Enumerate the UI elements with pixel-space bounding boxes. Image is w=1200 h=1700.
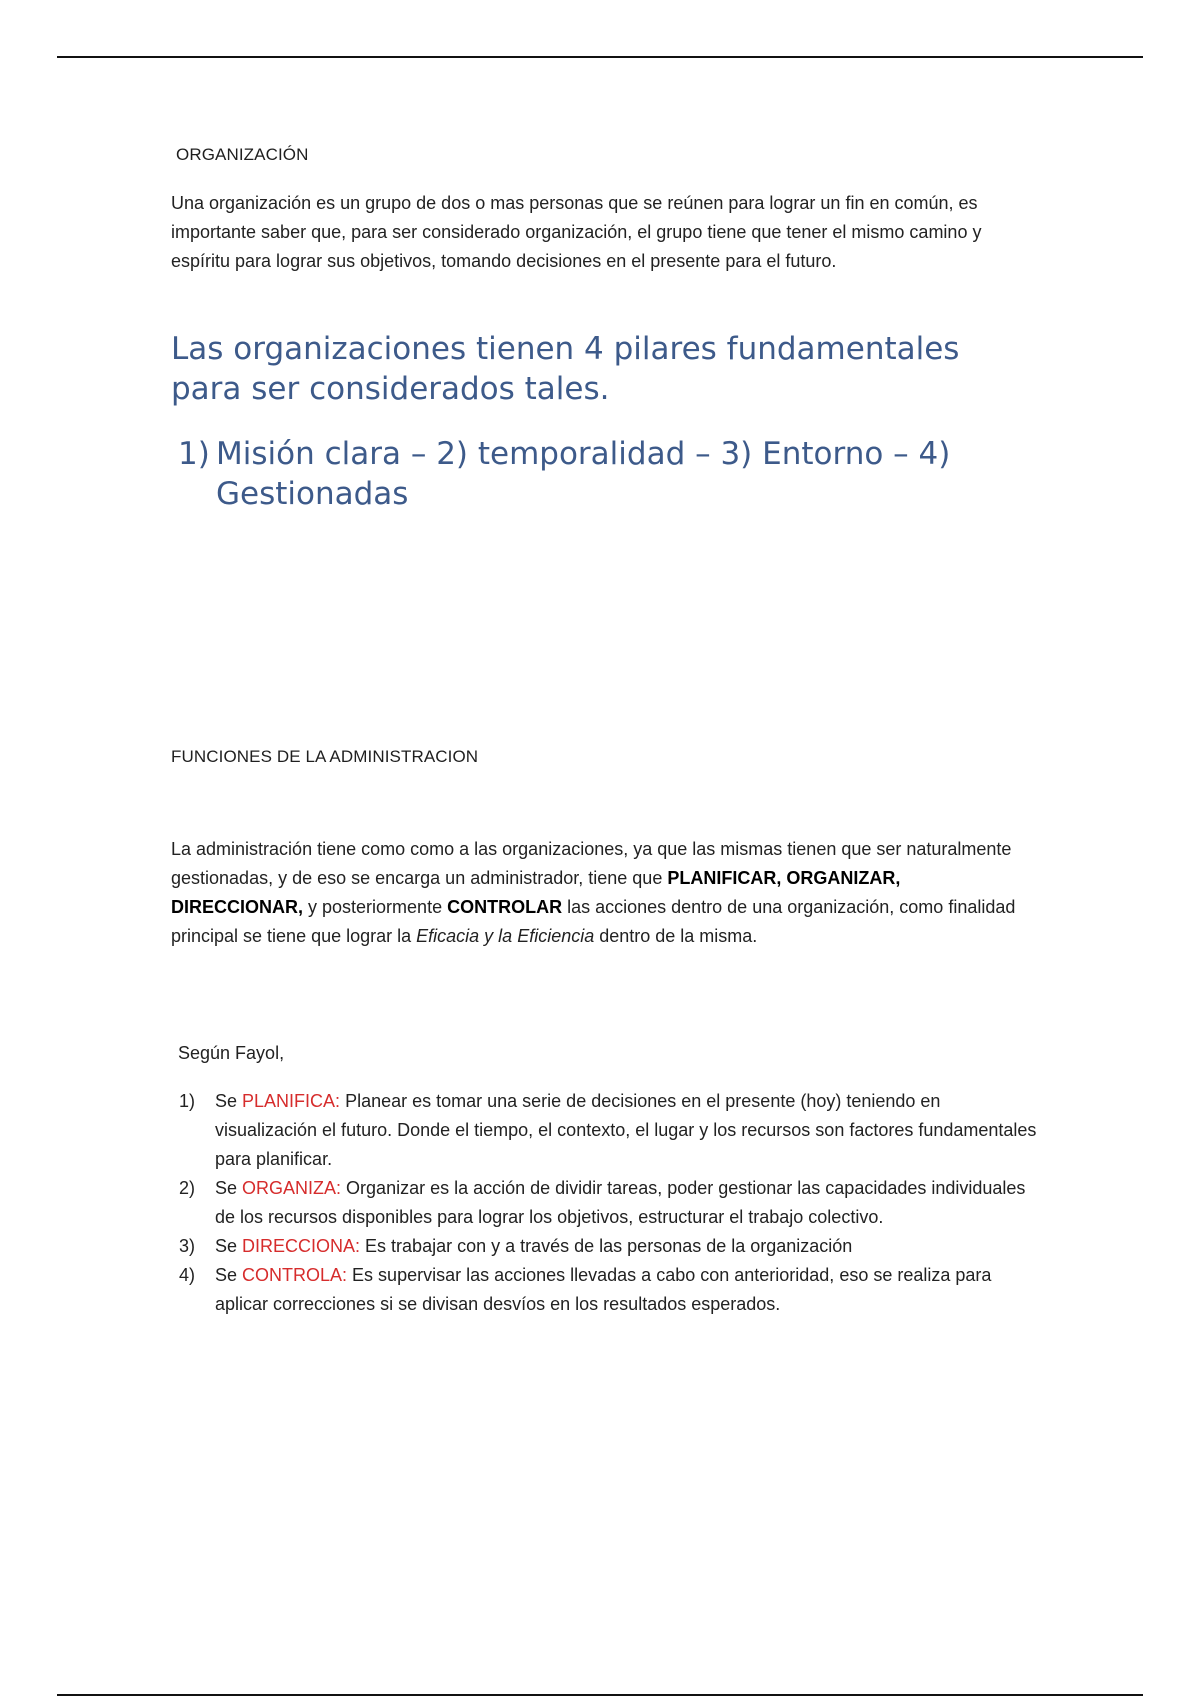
top-rule	[57, 56, 1143, 58]
pillars-list-item	[178, 434, 978, 514]
pillars-text: Misión clara – 2) temporalidad – 3) Entorno – 4) Gestionadas	[216, 436, 951, 512]
bottom-rule	[57, 1694, 1143, 1696]
list-prefix: Se	[215, 1265, 243, 1285]
heading-organizacion: ORGANIZACIÓN	[176, 145, 309, 164]
list-prefix: Se	[215, 1236, 243, 1256]
list-number: 4)	[179, 1265, 196, 1285]
list-prefix: Se	[215, 1178, 243, 1198]
pillars-heading: Las organizaciones tienen 4 pilares fundamentales para ser considerados tales.	[171, 331, 960, 407]
list-keyword: DIRECCIONA:	[242, 1236, 361, 1256]
heading-funciones: FUNCIONES DE LA ADMINISTRACION	[171, 747, 479, 766]
list-item	[179, 1087, 1039, 1174]
funciones-bold-2: CONTROLAR	[447, 897, 563, 917]
list-keyword: CONTROLA:	[242, 1265, 348, 1285]
fayol-list	[179, 1087, 1039, 1319]
organization-paragraph: Una organización es un grupo de dos o mas personas que se reúnen para lograr un fin en común, es importante saber que, para ser considerado organización, el grupo tiene que tener el mismo camino y espíritu para lograr sus objetivos, tomando decisiones en el presente para el futuro.	[171, 193, 982, 271]
list-number: 2)	[179, 1178, 196, 1198]
list-text: Es trabajar con y a través de las personas de la organización	[360, 1236, 853, 1256]
funciones-text-4: dentro de la misma.	[594, 926, 758, 946]
list-keyword: PLANIFICA:	[242, 1091, 341, 1111]
list-prefix: Se	[215, 1091, 243, 1111]
funciones-italic: Eficacia y la Eficiencia	[416, 926, 595, 946]
funciones-text-3: las acciones dentro de una organización, como finalidad principal se tiene que lograr la	[171, 897, 1016, 946]
funciones-bold-1: PLANIFICAR, ORGANIZAR, DIRECCIONAR,	[171, 868, 901, 917]
list-number: 1)	[179, 1091, 196, 1111]
pillars-number: 1)	[178, 436, 210, 472]
list-text: Organizar es la acción de dividir tareas, poder gestionar las capacidades individuales de los recursos disponibles para lograr los objetivos, estructurar el trabajo colectivo.	[215, 1178, 1026, 1227]
funciones-text-1: La administración tiene como como a las organizaciones, ya que las mismas tienen que ser naturalmente gestionadas, y de eso se encarga un administrador, tiene que	[171, 839, 1012, 888]
list-text: Planear es tomar una serie de decisiones en el presente (hoy) teniendo en visualización el futuro. Donde el tiempo, el contexto, el lugar y los recursos son factores fundamentales para planificar.	[215, 1091, 1037, 1169]
fayol-intro: Según Fayol,	[178, 1043, 285, 1063]
list-number: 3)	[179, 1236, 196, 1256]
list-item	[179, 1232, 1039, 1261]
list-item	[179, 1261, 1039, 1319]
list-item	[179, 1174, 1039, 1232]
list-keyword: ORGANIZA:	[242, 1178, 342, 1198]
list-text: Es supervisar las acciones llevadas a cabo con anterioridad, eso se realiza para aplicar correcciones si se divisan desvíos en los resultados esperados.	[215, 1265, 992, 1314]
funciones-text-2: y posteriormente	[303, 897, 448, 917]
funciones-paragraph	[171, 835, 1031, 951]
